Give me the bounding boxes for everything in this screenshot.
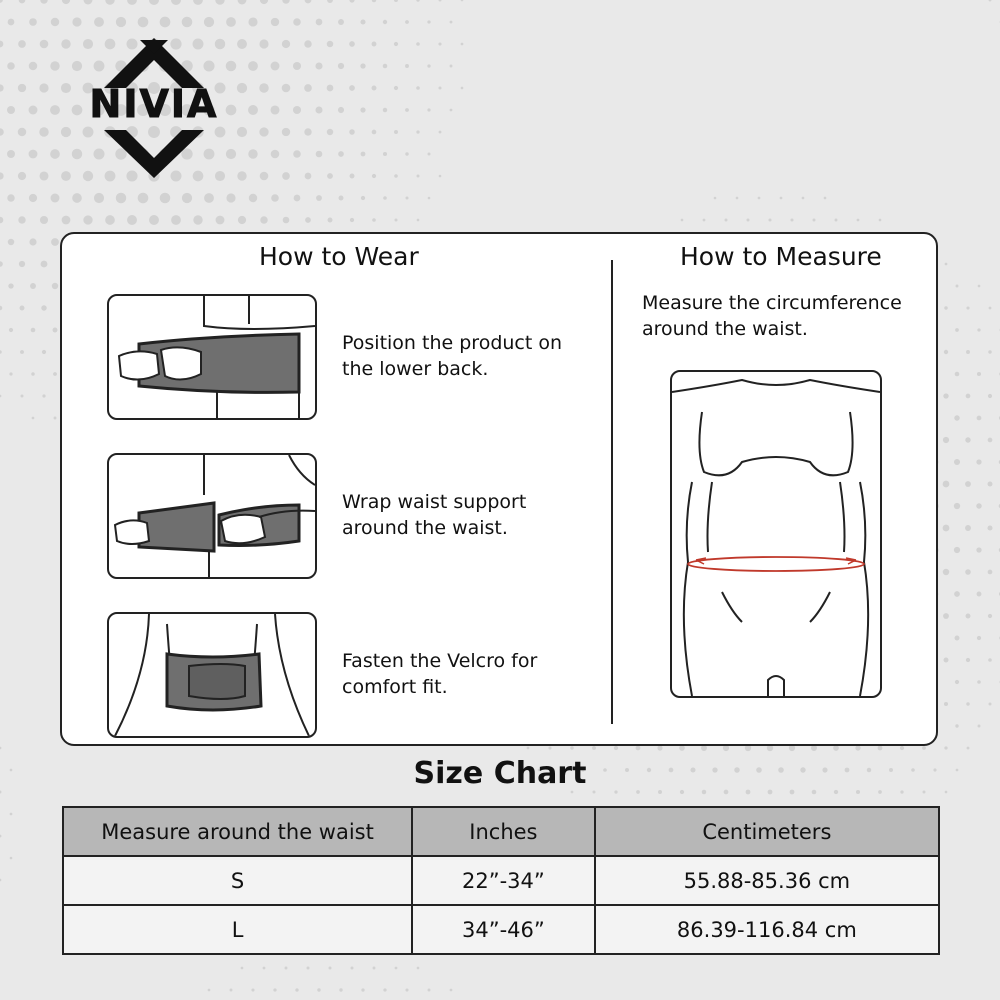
step-3-text: Fasten the Velcro for comfort fit.	[342, 650, 538, 698]
size-cell: L	[63, 905, 412, 954]
column-header-measure: Measure around the waist	[63, 807, 412, 856]
table-row	[63, 905, 939, 954]
step-2-illustration	[107, 453, 317, 579]
brand-name: NIVIA	[89, 82, 219, 126]
size-chart-table	[62, 806, 940, 955]
size-chart-title: Size Chart	[413, 756, 587, 791]
centimeters-cell: 86.39-116.84 cm	[595, 905, 939, 954]
step-3-illustration	[107, 612, 317, 738]
waist-measurement-illustration	[670, 370, 882, 698]
step-1-illustration	[107, 294, 317, 420]
how-to-measure-title: How to Measure	[680, 242, 882, 271]
how-to-wear-title: How to Wear	[259, 242, 419, 271]
step-1-text: Position the product on the lower back.	[342, 332, 563, 380]
inches-cell: 34”-46”	[412, 905, 595, 954]
waist-measure-line	[688, 557, 864, 571]
column-header-inches: Inches	[412, 807, 595, 856]
table-row	[63, 856, 939, 905]
column-header-centimeters: Centimeters	[595, 807, 939, 856]
size-cell: S	[63, 856, 412, 905]
centimeters-cell: 55.88-85.36 cm	[595, 856, 939, 905]
instructions-panel	[60, 232, 938, 746]
nivia-logo	[44, 38, 264, 178]
table-header-row	[63, 807, 939, 856]
measure-instruction-text: Measure the circumference around the waist.	[642, 292, 902, 340]
section-divider	[611, 260, 613, 724]
inches-cell: 22”-34”	[412, 856, 595, 905]
step-2-text: Wrap waist support around the waist.	[342, 491, 527, 539]
